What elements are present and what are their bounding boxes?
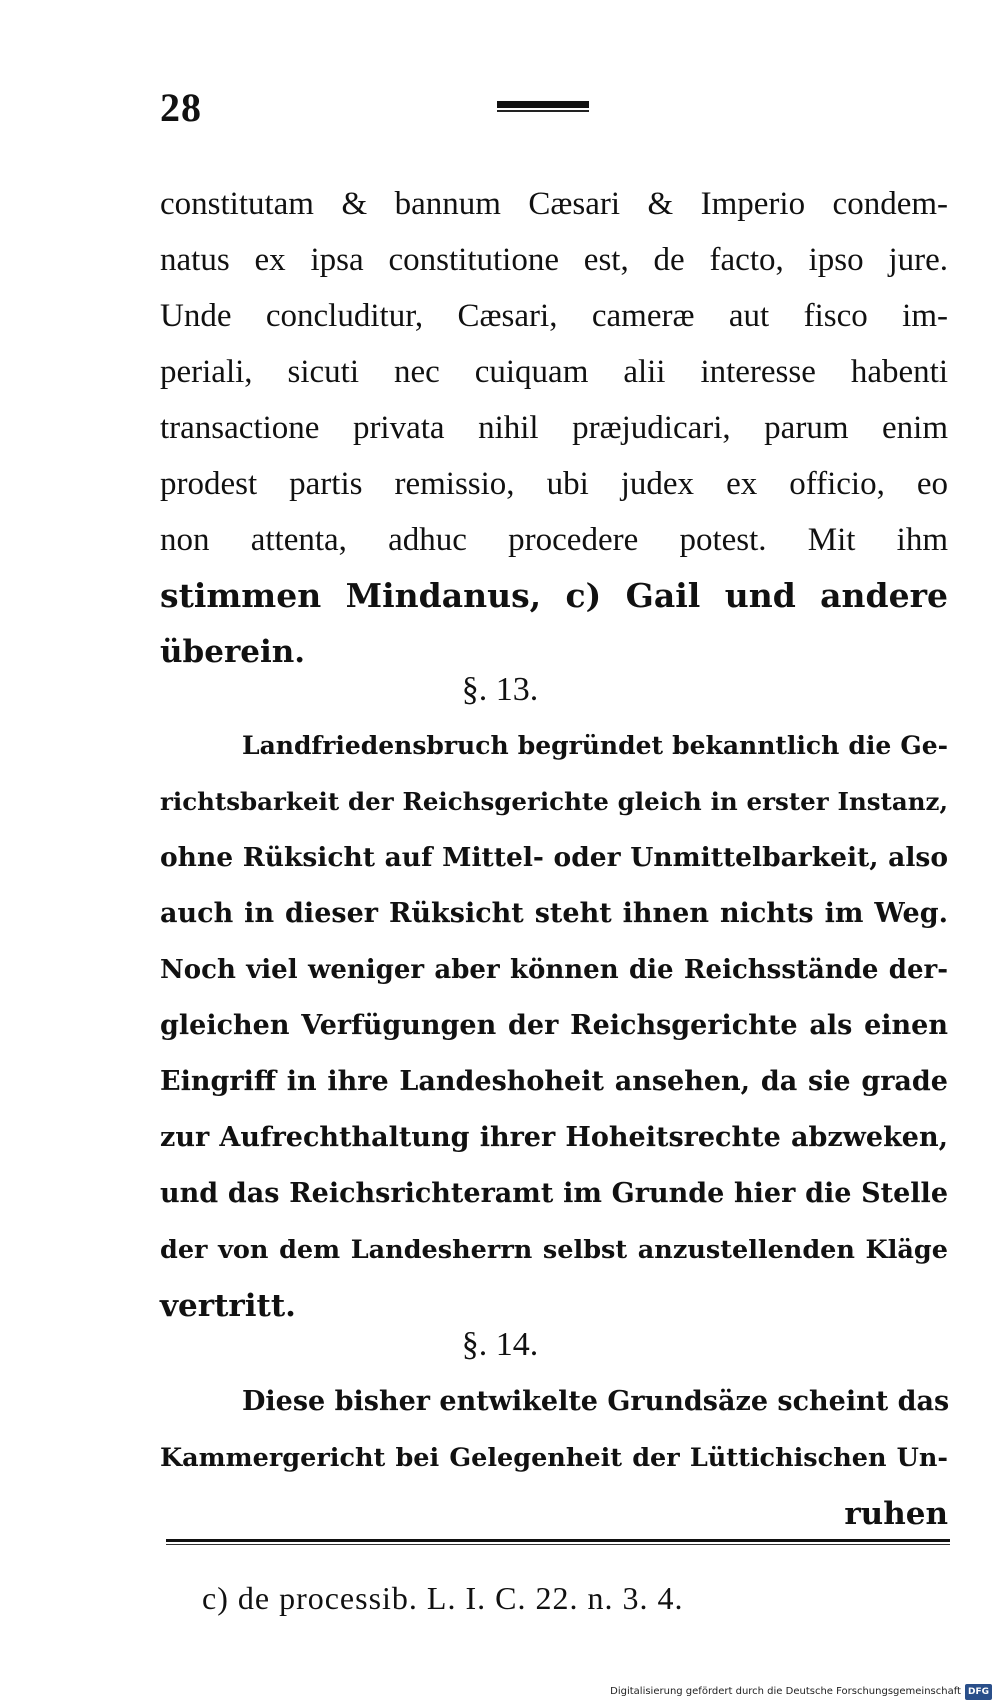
text-line: überein. [160, 634, 306, 670]
text-line: prodest partis remissio, ubi judex ex officio, eo [160, 466, 948, 502]
text-line: constitutam & bannum Cæsari & Imperio condem- [160, 186, 948, 222]
text-line: Landfriedensbruch begründet bekanntlich die Ge- [242, 731, 948, 760]
text-line: gleichen Verfügungen der Reichsgerichte als einen [160, 1010, 948, 1041]
text-line: Diese bisher entwikelte Grundsäze scheint das [242, 1386, 950, 1417]
text-line: non attenta, adhuc procedere potest. Mit ihm [160, 522, 948, 558]
text-line: auch in dieser Rüksicht steht ihnen nichts im Weg. [160, 898, 948, 929]
footnote: c) de processib. L. I. C. 22. n. 3. 4. [202, 1580, 684, 1616]
section-heading: §. 13. [461, 671, 539, 708]
text-line: Kammergericht bei Gelegenheit der Lüttichischen Un- [160, 1443, 948, 1473]
text-line: periali, sicuti nec cuiquam alii interesse habenti [160, 354, 948, 390]
digitization-credit [610, 1684, 992, 1700]
credit-text: Digitalisierung gefördert durch die Deutsche Forschungsgemeinschaft [610, 1686, 961, 1697]
text-line: natus ex ipsa constitutione est, de facto, ipso jure. [160, 242, 948, 278]
text-line: transactione privata nihil præjudicari, parum enim [160, 410, 948, 446]
text-line: Unde concluditur, Cæsari, cameræ aut fisco im- [160, 298, 948, 334]
page-number: 28 [160, 85, 202, 130]
text-line: richtsbarkeit der Reichsgerichte gleich in erster Instanz, [160, 787, 948, 816]
text-line: vertritt. [160, 1288, 296, 1324]
text-line: der von dem Landesherrn selbst anzustellenden Kläge [160, 1235, 948, 1265]
text-line: Noch viel weniger aber können die Reichsstände der- [160, 955, 948, 985]
text-line: zur Aufrechthaltung ihrer Hoheitsrechte abzweken, [160, 1122, 948, 1153]
text-line: ohne Rüksicht auf Mittel- oder Unmittelbarkeit, also [160, 842, 948, 873]
section-heading: §. 14. [461, 1326, 539, 1363]
text-line: stimmen Mindanus, c) Gail und andere [160, 576, 948, 615]
dfg-logo-icon: DFG [965, 1684, 992, 1700]
text-line: Eingriff in ihre Landeshoheit ansehen, da sie grade [160, 1066, 948, 1097]
text-line: und das Reichsrichteramt im Grunde hier die Stelle [160, 1178, 948, 1209]
catchword: ruhen [844, 1496, 948, 1532]
footnote-rule [166, 1539, 950, 1542]
header-rule [497, 101, 589, 108]
